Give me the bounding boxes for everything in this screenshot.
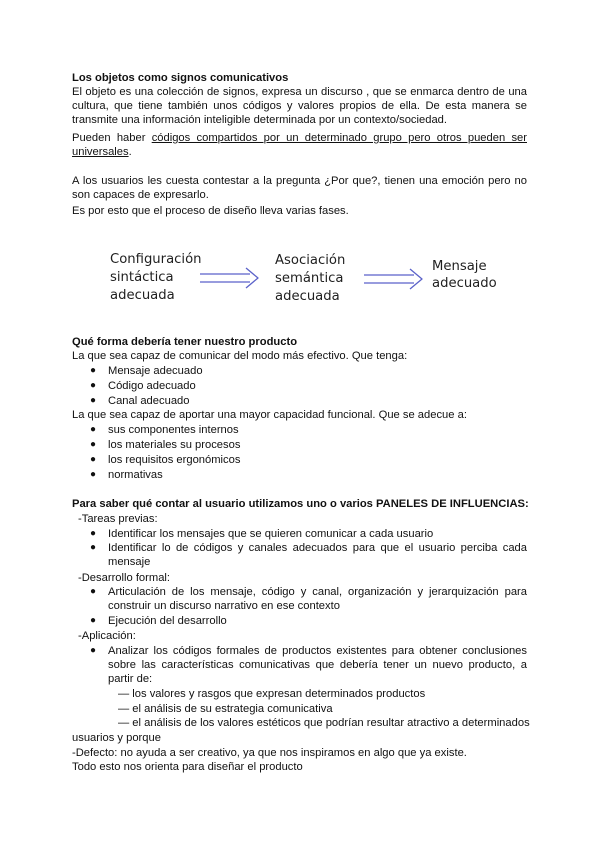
bullet-icon: ● (90, 528, 97, 539)
list-item: normativas (108, 469, 163, 481)
diagram-step2-line3: adecuada (275, 289, 340, 304)
paragraph-codigos-end: . (128, 146, 132, 158)
bullet-icon: ● (90, 645, 97, 656)
underlined-codigos: códigos compartidos por un determinado grupo pero otros pueden ser universales (72, 132, 527, 158)
diagram-step3-line1: Mensaje (432, 259, 487, 274)
diagram-step3-line2: adecuado (432, 276, 497, 291)
list-item: los requisitos ergonómicos (108, 454, 241, 466)
arrow-right-icon (362, 267, 428, 291)
list-item: Código adecuado (108, 380, 196, 392)
paragraph-fases: Es por esto que el proceso de diseño lleva varias fases. (72, 205, 349, 217)
intro-comunicar: La que sea capaz de comunicar del modo más efectivo. Que tenga: (72, 350, 408, 362)
list-item: Canal adecuado (108, 395, 190, 407)
paragraph-defecto: -Defecto: no ayuda a ser creativo, ya que nos inspiramos en algo que ya existe. (72, 747, 467, 759)
list-item: Analizar los códigos formales de productos existentes para obtener conclusiones sobre las características comunicativas que debería tener un nuevo producto, a partir de: (108, 645, 527, 685)
arrow-right-icon (198, 266, 264, 290)
list-item: Mensaje adecuado (108, 365, 203, 377)
section-title-signos: Los objetos como signos comunicativos (72, 72, 289, 84)
label-aplicacion: -Aplicación: (78, 630, 136, 642)
diagram-step2-line2: semántica (275, 271, 344, 286)
list-item: Articulación de los mensaje, código y canal, organización y jerarquización para construir un discurso narrativo en ese contexto (108, 586, 527, 612)
paragraph-codigos-start: Pueden haber (72, 132, 152, 144)
bullet-icon: ● (90, 454, 97, 465)
list-item: los materiales su procesos (108, 439, 241, 451)
paragraph-closing: Todo esto nos orienta para diseñar el producto (72, 761, 303, 773)
diagram-step2-line1: Asociación (275, 253, 346, 268)
paragraph-usuarios: A los usuarios les cuesta contestar a la pregunta ¿Por que?, tienen una emoción pero no son capaces de expresarlo. (72, 175, 527, 201)
dash-item: — el análisis de los valores estéticos que podrían resultar atractivo a determinados (118, 717, 530, 729)
dash-item: — los valores y rasgos que expresan determinados productos (118, 688, 426, 700)
bullet-icon: ● (90, 469, 97, 480)
bullet-icon: ● (90, 439, 97, 450)
paragraph-codigos (72, 131, 527, 159)
bullet-icon: ● (90, 586, 97, 597)
list-item: Ejecución del desarrollo (108, 615, 227, 627)
section-title-paneles: Para saber qué contar al usuario utilizamos uno o varios PANELES DE INFLUENCIAS: (72, 498, 529, 510)
list-item: Identificar los mensajes que se quieren comunicar a cada usuario (108, 528, 434, 540)
bullet-icon: ● (90, 395, 97, 406)
intro-funcional: La que sea capaz de aportar una mayor capacidad funcional. Que se adecue a: (72, 409, 467, 421)
dash-item-continuation: usuarios y porque (72, 732, 161, 744)
diagram-step1-line2: sintáctica (110, 270, 174, 285)
bullet-icon: ● (90, 542, 97, 553)
label-tareas: -Tareas previas: (78, 513, 158, 525)
diagram-step1-line3: adecuada (110, 288, 175, 303)
diagram-step1-line1: Configuración (110, 252, 202, 267)
dash-item: — el análisis de su estrategia comunicativa (118, 703, 333, 715)
label-desarrollo: -Desarrollo formal: (78, 572, 171, 584)
bullet-icon: ● (90, 380, 97, 391)
list-item: sus componentes internos (108, 424, 239, 436)
bullet-icon: ● (90, 424, 97, 435)
bullet-icon: ● (90, 365, 97, 376)
bullet-icon: ● (90, 615, 97, 626)
section-title-forma: Qué forma debería tener nuestro producto (72, 336, 298, 348)
paragraph-objeto: El objeto es una colección de signos, expresa un discurso , que se enmarca dentro de una cultura, que tiene también unos códigos y valores propios de ella. De esta manera se transmite una información inteligible determinada por un contexto/sociedad. (72, 86, 527, 126)
list-item: Identificar lo de códigos y canales adecuados para que el usuario perciba cada mensaje (108, 542, 527, 568)
